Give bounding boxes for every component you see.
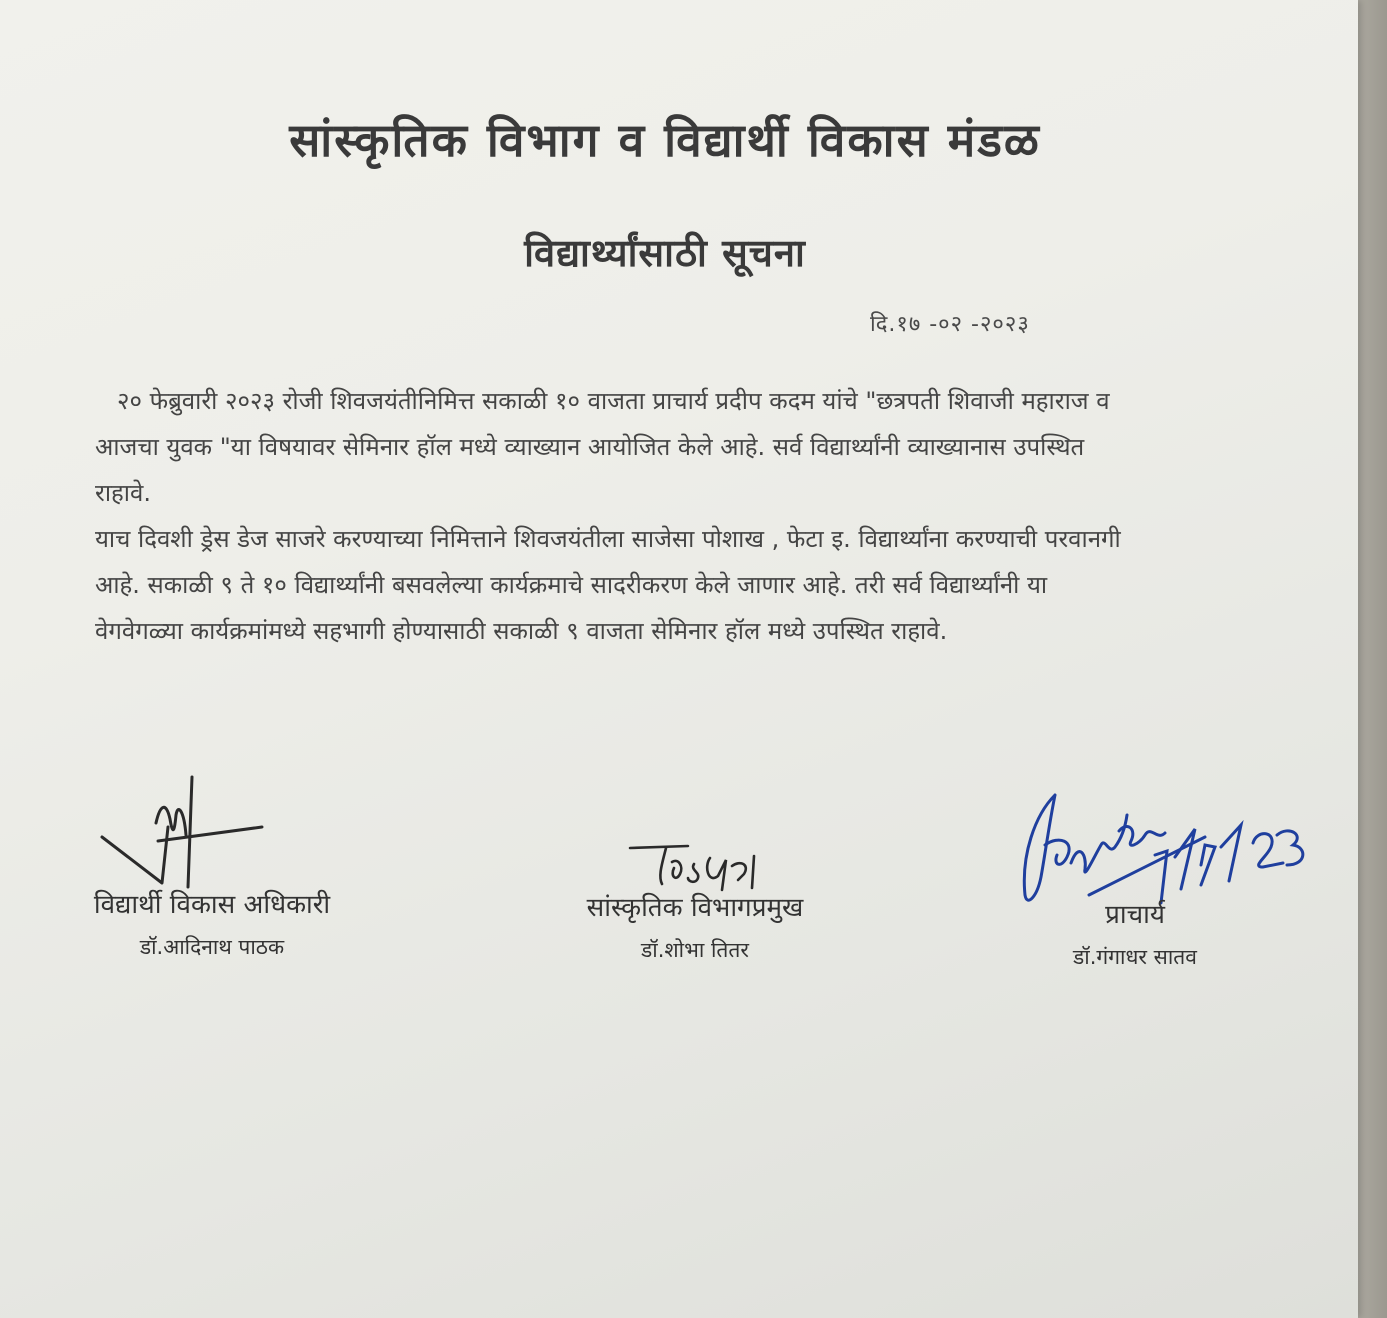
- notice-paragraph: २० फेब्रुवारी २०२३ रोजी शिवजयंतीनिमित्त सकाळी १० वाजता प्राचार्य प्रदीप कदम यांचे "छत्रपती शिवाजी महाराज व आजचा युवक "या विषयावर सेमिनार हॉल मध्ये व्याख्यान आयोजित केले आहे. सर्व विद्यार्थ्यांनी व्याख्यानास उपस्थित राहावे.: [95, 387, 1110, 507]
- organization-heading: सांस्कृतिक विभाग व विद्यार्थी विकास मंडळ: [289, 113, 1041, 167]
- notice-body: [95, 378, 1125, 654]
- signature-student-development-officer: [100, 775, 270, 890]
- signatory-name: डॉ.शोभा तितर: [641, 938, 749, 962]
- signatory-cultural-department-head: [545, 888, 845, 964]
- signatory-principal: [1025, 895, 1245, 971]
- notice-paragraph: याच दिवशी ड्रेस डेज साजरे करण्याच्या निमित्ताने शिवजयंतीला साजेसा पोशाख , फेटा इ. विद्यार्थ्यांना करण्याची परवानगी आहे. सकाळी ९ ते १० विद्यार्थ्यांनी बसवलेल्या कार्यक्रमाचे सादरीकरण केले जाणार आहे. तरी सर्व विद्यार्थ्यांनी या वेगवेगळ्या कार्यक्रमांमध्ये सहभागी होण्यासाठी सकाळी ९ वाजता सेमिनार हॉल मध्ये उपस्थित राहावे.: [95, 525, 1121, 645]
- signatory-name: डॉ.गंगाधर सातव: [1073, 945, 1197, 969]
- notice-date: दि.१७ -०२ -२०२३: [870, 312, 1030, 337]
- signatory-student-development-officer: [52, 885, 372, 961]
- signatory-role: प्राचार्य: [1105, 900, 1165, 930]
- notice-title: विद्यार्थ्यांसाठी सूचना: [524, 231, 806, 275]
- signatory-name: डॉ.आदिनाथ पाठक: [139, 935, 285, 959]
- signatory-role: सांस्कृतिक विभागप्रमुख: [586, 893, 804, 923]
- signatory-role: विद्यार्थी विकास अधिकारी: [93, 890, 331, 920]
